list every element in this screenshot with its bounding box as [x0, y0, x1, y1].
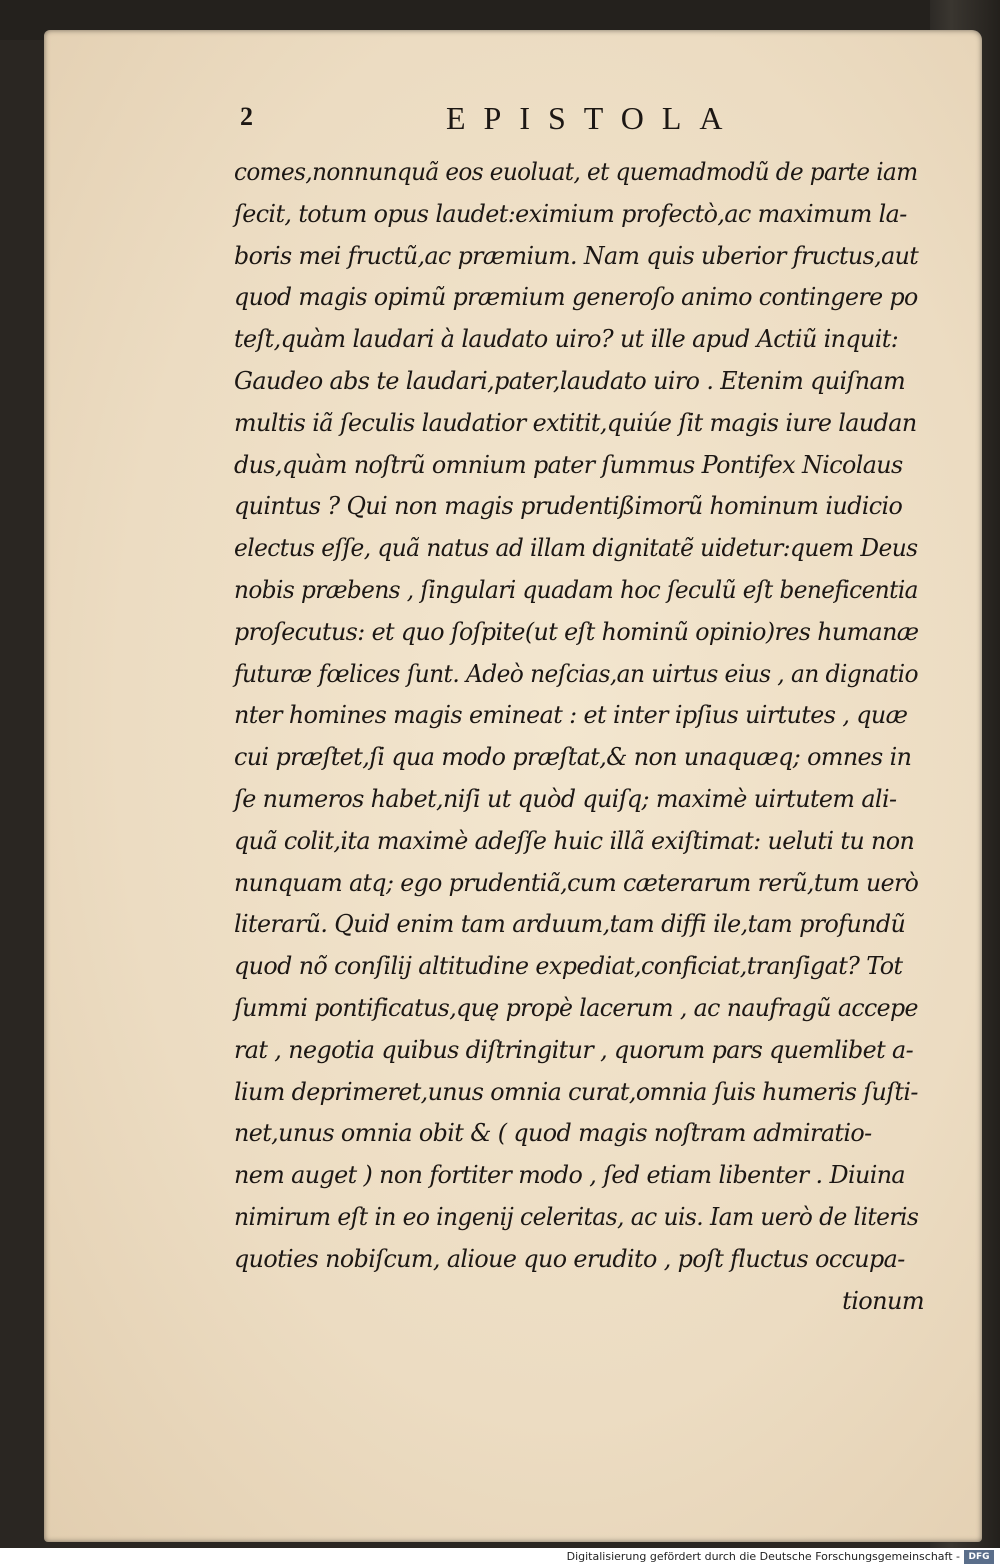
text-line: literarũ. Quid enim tam arduum,tam diffi ile,tam profundũ: [234, 910, 906, 939]
text-line: quoties nobiſcum, alioue quo erudito , poſt fluctus occupa-: [234, 1244, 905, 1273]
text-line: teſt,quàm laudari à laudato uiro? ut ille apud Actiũ inquit:: [234, 325, 899, 354]
text-line: lium deprimeret,unus omnia curat,omnia ſuis humeris ſuſti-: [234, 1077, 918, 1106]
text-line: ſummi pontificatus,quę propè lacerum , ac naufragũ accepe: [234, 993, 918, 1022]
text-line: proſecutus: et quo ſoſpite(ut eſt hominũ opinio)res humanæ: [234, 617, 919, 646]
text-line: cui præſtet,ſi qua modo præſtat,& non unaquæq; omnes in: [234, 743, 912, 772]
text-line: nimirum eſt in eo ingenij celeritas, ac uis. Iam uerò de literis: [234, 1202, 919, 1231]
body-text: [234, 152, 924, 1322]
text-line: electus eſſe, quã natus ad illam dignitatẽ uidetur:quem Deus: [234, 534, 918, 563]
text-line: nunquam atq; ego prudentiã,cum cæterarum rerũ,tum uerò: [234, 868, 919, 897]
text-line: ſe numeros habet,niſi ut quòd quiſq; maximè uirtutem ali-: [234, 784, 897, 813]
digitization-credit: Digitalisierung gefördert durch die Deutsche Forschungsgemeinschaft -: [566, 1550, 960, 1563]
text-line: boris mei fructũ,ac præmium. Nam quis uberior fructus,aut: [234, 241, 919, 270]
text-line: tionum: [842, 1286, 924, 1315]
text-line: nter homines magis emineat : et inter ipſius uirtutes , quæ: [234, 701, 908, 730]
text-line: quintus ? Qui non magis prudentißimorũ hominum iudicio: [234, 492, 903, 521]
text-line: comes,nonnunquã eos euoluat, et quemadmodũ de parte iam: [234, 158, 918, 186]
text-line: rat , negotia quibus diſtringitur , quorum pars quemlibet a-: [234, 1035, 914, 1064]
text-line: dus,quàm noſtrũ omnium pater ſummus Pontifex Nicolaus: [234, 450, 903, 479]
text-line: net,unus omnia obit & ( quod magis noſtram admiratio-: [234, 1119, 872, 1148]
text-line: ſecit, totum opus laudet:eximium profectò,ac maximum la-: [234, 199, 907, 228]
text-line: quã colit,ita maximè adeſſe huic illã exiſtimat: ueluti tu non: [234, 826, 915, 855]
text-line: nobis præbens , ſingulari quadam hoc ſeculũ eſt beneficentia: [234, 575, 918, 604]
dfg-logo: DFG: [964, 1550, 994, 1564]
text-line: multis iã ſeculis laudatior extitit,quiúe ſit magis iure laudan: [234, 408, 917, 437]
running-title: EPISTOLA: [446, 100, 741, 136]
text-line: Gaudeo abs te laudari,pater,laudato uiro . Etenim quiſnam: [234, 366, 906, 395]
text-line: quod nõ conſilij altitudine expediat,conficiat,tranſigat? Tot: [234, 952, 903, 981]
text-line: quod magis opimũ præmium generoſo animo contingere po: [234, 283, 918, 312]
text-line: nem auget ) non fortiter modo , ſed etiam libenter . Diuina: [234, 1161, 906, 1190]
text-line: futuræ fœlices ſunt. Adeò neſcias,an uirtus eius , an dignatio: [234, 659, 918, 688]
page-number: 2: [240, 102, 253, 131]
